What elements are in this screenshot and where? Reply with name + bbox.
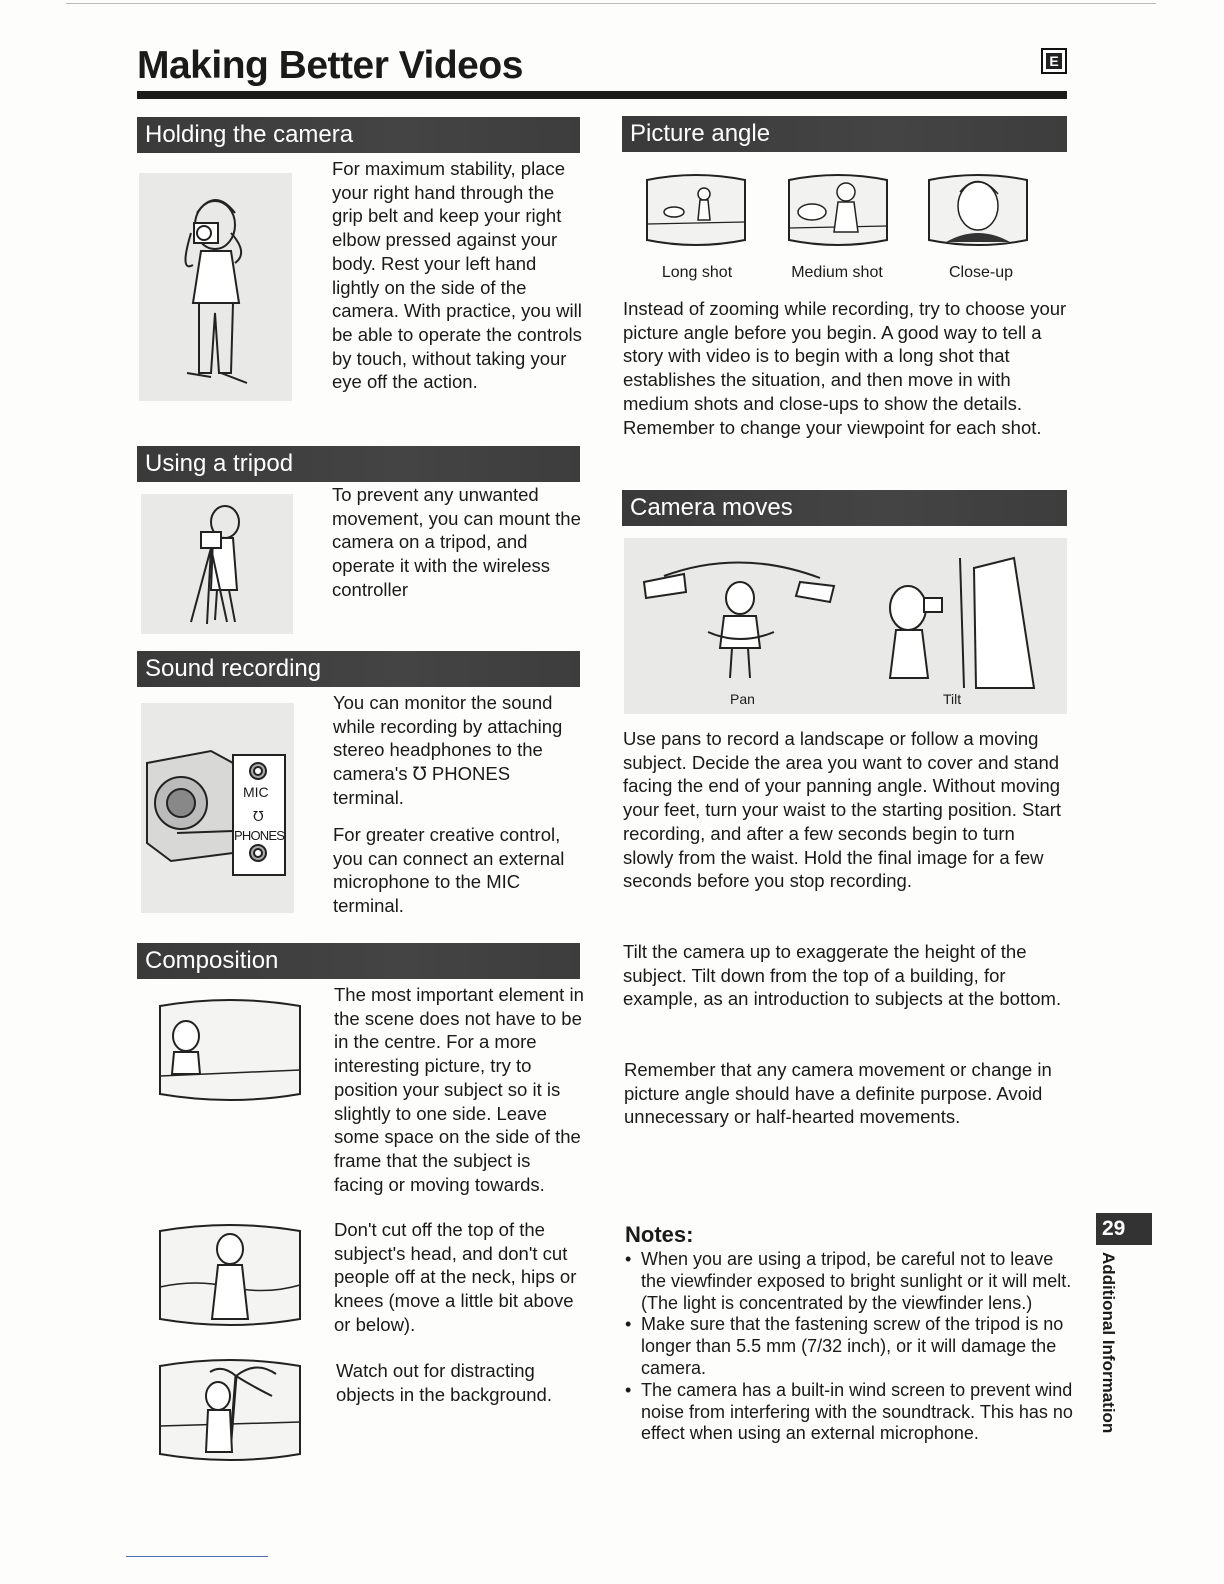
- caption-close-up: Close-up: [948, 264, 1014, 281]
- note-item: • When you are using a tripod, be careful not to leave the viewfinder exposed to bright sunlight or it will melt. (The light is concentrated by the viewfinder lens.): [623, 1249, 1073, 1314]
- sound-text-1: You can monitor the sound while recording by attaching stereo headphones to the camera's ℧ PHONES terminal.: [333, 692, 563, 808]
- note-item: • Make sure that the fastening screw of the tripod is no longer than 5.5 mm (7/32 inch), or it will damage the camera.: [623, 1314, 1073, 1379]
- section-heading-sound: Sound recording: [137, 651, 580, 687]
- camera-moves-text-1: Use pans to record a landscape or follow a moving subject. Decide the area you want to cover and stand facing the end of your panning angle. Without moving your feet, turn your waist to the starting position. Start recording, and after a few seconds begin to turn slowly from the waist. Hold the final image for a few seconds before you stop recording.: [623, 728, 1062, 892]
- camera-moves-illustration: [624, 538, 1067, 714]
- composition-illustration-1: [156, 996, 304, 1104]
- note-item: • The camera has a built-in wind screen to prevent wind noise from interfering with the soundtrack. This has no effect when using an external microphone.: [623, 1380, 1073, 1445]
- framing-head-frame-icon: [156, 1221, 304, 1329]
- tilt-label: Tilt: [943, 691, 962, 707]
- mic-label: MIC: [243, 784, 269, 800]
- notes-list: [623, 1249, 1073, 1445]
- side-section-label: Additional Information: [1099, 1252, 1118, 1434]
- headphone-icon: ℧: [412, 763, 427, 785]
- section-heading-tripod: Using a tripod: [137, 446, 580, 482]
- phones-label: PHONES: [234, 828, 285, 843]
- section-heading-camera-moves: Camera moves: [622, 490, 1067, 526]
- composition-text-3: Watch out for distracting objects in the background.: [336, 1360, 552, 1405]
- person-with-tripod-icon: [141, 494, 293, 634]
- person-holding-camera-icon: [139, 173, 292, 401]
- pan-tilt-icon: [624, 538, 1067, 714]
- tripod-illustration: [141, 494, 293, 634]
- top-hairline: [66, 3, 1156, 4]
- distracting-background-frame-icon: [156, 1356, 304, 1464]
- composition-text-1: The most important element in the scene does not have to be in the centre. For a more interesting picture, try to position your subject so it is slightly to one side. Leave some space on the side of the frame that the subject is facing or moving towards.: [334, 984, 584, 1195]
- page-title: Making Better Videos: [137, 44, 523, 87]
- composition-illustration-3: [156, 1356, 304, 1464]
- composition-illustration-2: [156, 1221, 304, 1329]
- bottom-rule: [126, 1556, 268, 1557]
- holding-camera-illustration: [139, 173, 292, 401]
- sound-illustration: [141, 703, 294, 913]
- medium-shot-frame-icon: [786, 172, 890, 248]
- camera-moves-text-2: Tilt the camera up to exaggerate the height of the subject. Tilt down from the top of a building, for example, as an introduction to subjects at the bottom.: [623, 941, 1062, 1010]
- off-center-subject-frame-icon: [156, 996, 304, 1104]
- pan-label: Pan: [730, 691, 755, 707]
- section-heading-holding: Holding the camera: [137, 117, 580, 153]
- sound-text-2: For greater creative control, you can connect an external microphone to the MIC terminal.: [333, 824, 565, 917]
- picture-angle-text: Instead of zooming while recording, try to choose your picture angle before you begin. A good way to tell a story with video is to begin with a long shot that establishes the situation, and then move in with medium shots and close-ups to show the details. Remember to change your viewpoint for each shot.: [623, 298, 1067, 438]
- long-shot-illustration: [644, 172, 748, 248]
- caption-long-shot: Long shot: [661, 264, 733, 281]
- holding-text: For maximum stability, place your right hand through the grip belt and keep your right elbow pressed against your body. Rest your left hand lightly on the side of the camera. With practice, you will be able to operate the controls by touch, without taking your eye off the action.: [332, 158, 582, 393]
- section-heading-picture-angle: Picture angle: [622, 116, 1067, 152]
- close-up-frame-icon: [926, 172, 1030, 248]
- language-badge: E: [1041, 48, 1067, 74]
- caption-medium-shot: Medium shot: [791, 264, 883, 281]
- close-up-illustration: [926, 172, 1030, 248]
- camera-moves-text-3: Remember that any camera movement or change in picture angle should have a definite purpose. Avoid unnecessary or half-hearted movements.: [624, 1059, 1052, 1128]
- title-rule: [137, 91, 1067, 99]
- composition-text-2: Don't cut off the top of the subject's head, and don't cut people off at the neck, hips or knees (move a little bit above or below).: [334, 1219, 577, 1335]
- page-number: 29: [1096, 1213, 1152, 1245]
- notes-heading: Notes:: [625, 1222, 694, 1247]
- headphone-icon: ℧: [253, 808, 264, 824]
- medium-shot-illustration: [786, 172, 890, 248]
- section-heading-composition: Composition: [137, 943, 580, 979]
- camcorder-terminals-icon: [141, 703, 294, 913]
- tripod-text: To prevent any unwanted movement, you can mount the camera on a tripod, and operate it with the wireless controller: [332, 484, 581, 600]
- long-shot-frame-icon: [644, 172, 748, 248]
